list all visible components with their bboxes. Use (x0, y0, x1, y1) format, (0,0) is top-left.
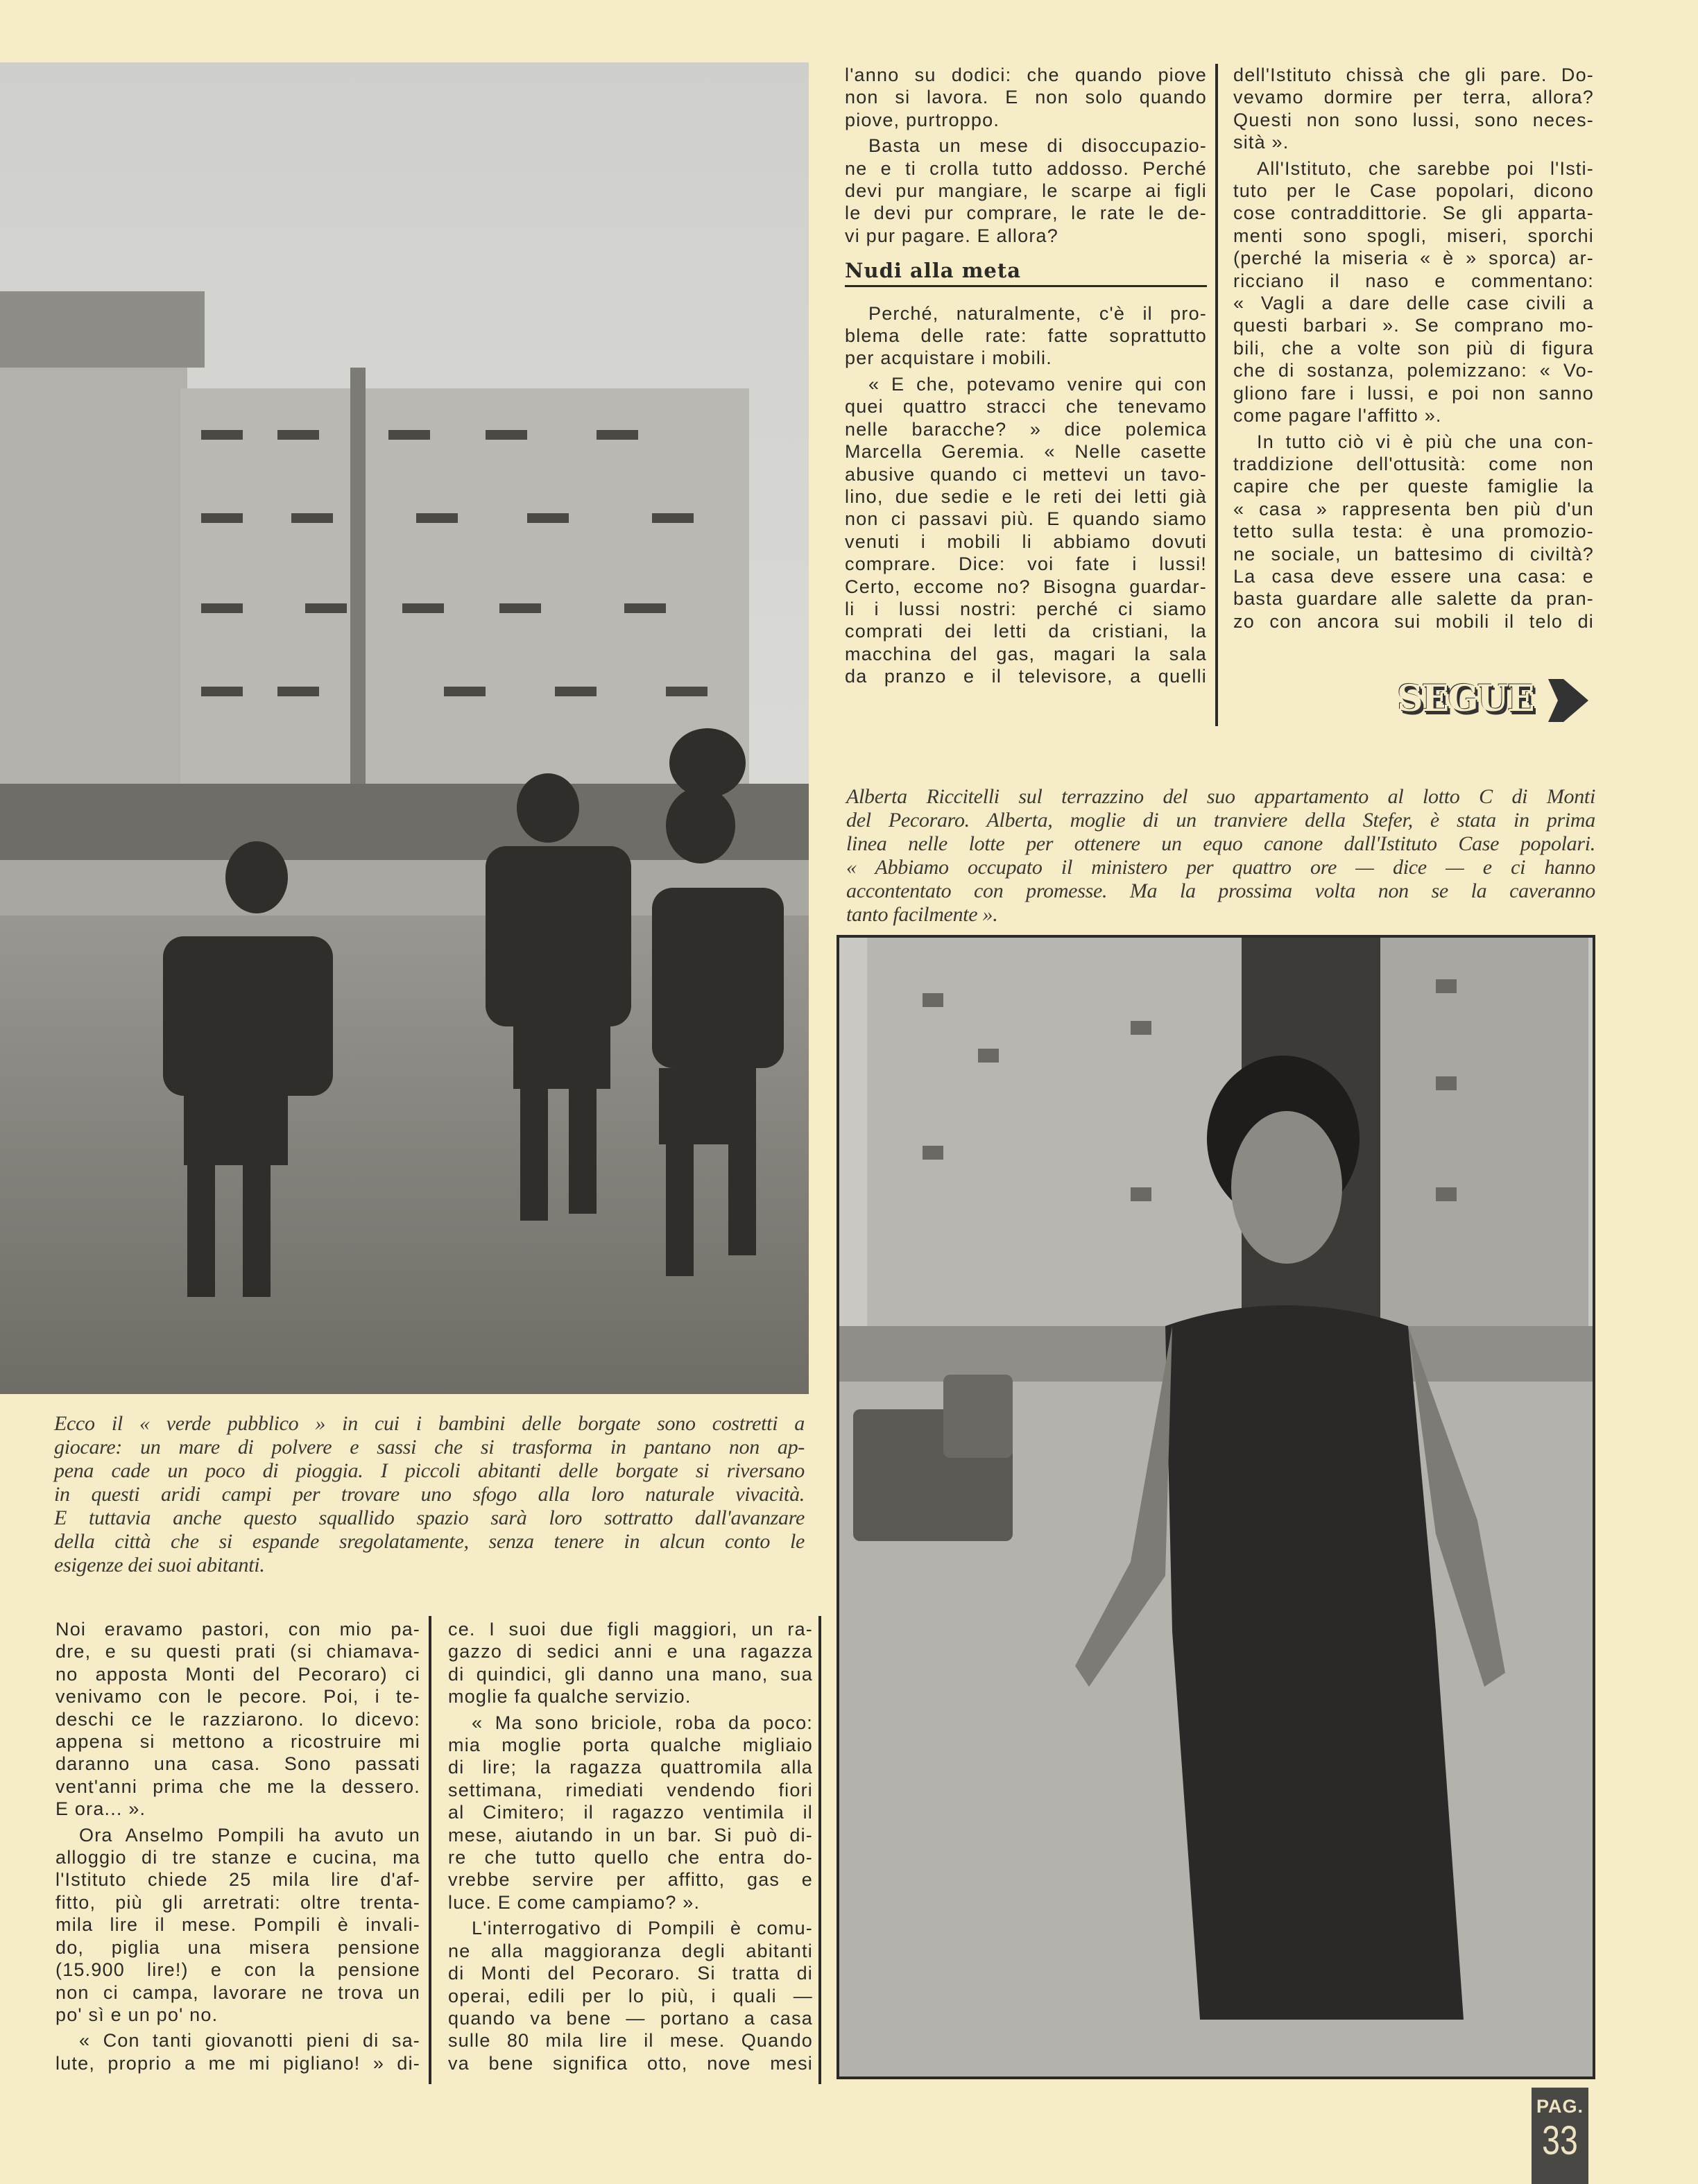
text-line: l'Istituto chiede 25 mila lire d'af- (55, 1869, 420, 1891)
text-line: Basta un mese di disoccupazio- (868, 135, 1207, 157)
text-line: appena si mettono a ricostruire mi (55, 1731, 420, 1753)
paragraph (845, 64, 1207, 131)
caption-line: accontentato con promesse. Ma la prossima volta non se la caveranno (846, 879, 1595, 902)
text-line: quei quattro stracci che tenevamo (845, 396, 1207, 418)
continues-badge (1394, 676, 1588, 725)
paragraph (845, 302, 1207, 370)
text-line: vent'anni prima che me la dessero. (55, 1775, 420, 1797)
section-heading: Nudi alla meta (845, 259, 1207, 286)
text-line: daranno una casa. Sono passati (55, 1753, 420, 1775)
paragraph (1233, 431, 1594, 633)
text-line: di Monti del Pecoraro. Si tratta di (448, 1963, 813, 1984)
text-line: vrebbe servire per affitto, gas e (448, 1869, 813, 1891)
text-line: zo con ancora sui mobili il telo di (1233, 610, 1594, 632)
text-line: tuto per le Case popolari, dicono (1233, 180, 1594, 202)
paragraph (1233, 64, 1594, 154)
text-line: quando va bene — portano a casa (448, 2007, 813, 2029)
column-divider (429, 1616, 431, 2084)
caption-woman-photo (846, 785, 1595, 927)
text-line: di quindici, gli danno una mano, sua (448, 1663, 813, 1685)
text-line: Questi non sono lussi, sono neces- (1233, 109, 1594, 130)
text-line: ne e ti crolla tutto addosso. Perché (845, 157, 1207, 179)
text-line: l'anno su dodici: che quando piove (845, 65, 1207, 85)
text-line: lino, due sedie e le reti dei letti già (845, 485, 1207, 507)
text-line: cose contraddittorie. Se gli apparta- (1233, 203, 1594, 224)
text-line: « casa » rappresenta ben più d'un (1233, 498, 1594, 519)
paragraph (448, 1618, 813, 1708)
text-line: di lire; la ragazza quattromila alla (448, 1757, 813, 1778)
text-line: Perché, naturalmente, c'è il pro- (868, 302, 1207, 324)
caption-line: della città che si espande sregolatamente, senza tenere in alcun conto le (54, 1530, 805, 1553)
text-line: « Vagli a dare delle case civili a (1233, 293, 1594, 314)
text-line: L'interrogativo di Pompili è comu- (472, 1918, 813, 1939)
text-line: comprare. Dice: voi fate i lussi! (845, 553, 1207, 575)
page-number-box (1532, 2088, 1588, 2184)
text-line: vi pur pagare. E allora? (845, 225, 1058, 246)
text-line: « E che, potevamo venire qui con (868, 373, 1207, 395)
caption-line: del Pecoraro. Alberta, moglie di un tranviere della Stefer, è stata in prima (846, 809, 1595, 832)
text-line: venuti i mobili li abbiamo dovuti (845, 531, 1207, 552)
photo-woman-balcony (837, 935, 1595, 2079)
text-line: re che tutto quello che entra do- (448, 1847, 813, 1868)
text-line: come pagare l'affitto ». (1233, 405, 1442, 427)
text-line: ne sociale, un battesimo di civiltà? (1233, 543, 1594, 565)
caption-line: pena cade un poco di pioggia. I piccoli abitanti delle borgate si riversano (54, 1459, 805, 1482)
text-line: Certo, eccome no? Bisogna guardar- (845, 576, 1207, 597)
text-line: bili, che a volte son più di figura (1233, 337, 1594, 359)
paragraph (55, 2029, 420, 2074)
paragraph (55, 1824, 420, 2027)
segue-label: SEGUE (1397, 678, 1534, 720)
text-line: menti sono spogli, miseri, sporchi (1233, 225, 1594, 246)
text-line: vevamo dormire per terra, allora? (1233, 87, 1594, 108)
text-line: traddizione dell'ottusità: come non (1233, 453, 1594, 474)
caption-line: esigenze dei suoi abitanti. (54, 1554, 265, 1576)
text-line: gliono fare i lussi, e poi non sanno (1233, 382, 1594, 404)
text-line: mia moglie porta qualche migliaio (448, 1735, 813, 1756)
text-line: non ci passavi più. E quando siamo (845, 508, 1207, 530)
page-number: 33 (1542, 2118, 1578, 2163)
text-line: deschi ce le razziarono. Io dicevo: (55, 1708, 420, 1730)
text-line: dell'Istituto chissà che gli pare. Do- (1233, 65, 1594, 85)
text-line: blema delle rate: fatte soprattutto (845, 325, 1207, 347)
caption-children-photo (54, 1412, 805, 1577)
photo-woman-image (839, 938, 1593, 2076)
text-line: piove, purtroppo. (845, 109, 1000, 130)
text-line: po' sì e un po' no. (55, 2004, 218, 2025)
text-line: mese, aiutando in un bar. Si può di- (448, 1824, 813, 1846)
caption-line: Alberta Riccitelli sul terrazzino del suo appartamento al lotto C di Monti (846, 785, 1595, 808)
text-line: al Cimitero; il ragazzo ventimila il (448, 1802, 813, 1823)
text-line: no apposta Monti del Pecoraro) ci (55, 1663, 420, 1685)
text-line: do, piglia una misera pensione (55, 1936, 420, 1958)
article-column-bottom-left (55, 1618, 420, 2078)
paragraph (1233, 157, 1594, 427)
text-line: le devi pur comprare, le rate le de- (845, 203, 1207, 224)
paragraph (448, 1712, 813, 1914)
text-line: operai, edili per lo più, i quali — (448, 1985, 813, 2006)
text-line: capire che per queste famiglie la (1233, 476, 1594, 497)
text-line: moglie fa qualche servizio. (448, 1686, 692, 1708)
text-line: E ora... ». (55, 1798, 146, 1820)
text-line: (perché la miseria « è » sporca) ar- (1233, 248, 1594, 269)
text-line: Ora Anselmo Pompili ha avuto un (79, 1824, 420, 1846)
text-line: ce. I suoi due figli maggiori, un ra- (448, 1619, 813, 1640)
text-line: All'Istituto, che sarebbe poi l'Isti- (1257, 157, 1594, 179)
text-line: luce. E come campiamo? ». (448, 1891, 701, 1913)
paragraph (845, 135, 1207, 247)
text-line: tetto sulla testa: è una promozio- (1233, 521, 1594, 542)
caption-line: giocare: un mare di polvere e sassi che si trasforma in pantano non ap- (54, 1436, 805, 1459)
text-line: mila lire il mese. Pompili è invali- (55, 1914, 420, 1936)
caption-line: Ecco il « verde pubblico » in cui i bambini delle borgate sono costretti a (54, 1412, 805, 1435)
caption-line: tanto facilmente ». (846, 903, 998, 926)
caption-line: E tuttavia anche questo squallido spazio sarà loro sottratto dall'avanzare (54, 1506, 805, 1529)
text-line: nelle baracche? » dice polemica (845, 418, 1207, 440)
photo-children-playing-field (0, 62, 809, 1394)
text-line: « Con tanti giovanotti pieni di sa- (79, 2030, 420, 2052)
text-line: Noi eravamo pastori, con mio pa- (55, 1619, 420, 1640)
text-line: per acquistare i mobili. (845, 347, 1052, 369)
text-line: gazzo di sedici anni e una ragazza (448, 1641, 813, 1662)
caption-line: « Abbiamo occupato il ministero per quattro ore — dice — e ci hanno (846, 856, 1595, 879)
caption-line: linea nelle lotte per ottenere un equo canone dall'Istituto Case popolari. (846, 832, 1595, 855)
text-line: macchina del gas, magari la sala (845, 643, 1207, 664)
article-column-right (1233, 64, 1594, 636)
text-line: alloggio di tre stanze e cucina, ma (55, 1847, 420, 1868)
paragraph (448, 1917, 813, 2074)
text-line: non si lavora. E non solo quando (845, 87, 1207, 108)
text-line: comprati dei letti da cristiani, la (845, 621, 1207, 642)
text-line: sità ». (1233, 132, 1289, 153)
paragraph (55, 1618, 420, 1821)
text-line: dre, e su questi prati (si chiamava- (55, 1641, 420, 1662)
text-line: venivamo con le pecore. Poi, i te- (55, 1686, 420, 1708)
article-column-bottom-right (448, 1618, 813, 2078)
text-line: devi pur mangiare, le scarpe ai figli (845, 180, 1207, 202)
text-line: che di sostanza, polemizzano: « Vo- (1233, 360, 1594, 381)
caption-line: in questi aridi campi per trovare uno sfogo alla loro naturale vivacità. (54, 1483, 805, 1506)
paragraph (845, 373, 1207, 688)
column-divider (818, 1616, 821, 2084)
text-line: lute, proprio a me mi pigliano! » di- (55, 2052, 420, 2074)
text-line: (15.900 lire!) e con la pensione (55, 1959, 420, 1981)
text-line: ne alla maggioranza degli abitanti (448, 1940, 813, 1961)
text-line: sulle 80 mila lire il mese. Quando (448, 2030, 813, 2052)
article-column-middle (845, 64, 1207, 691)
text-line: basta guardare alle salette da pran- (1233, 588, 1594, 610)
text-line: « Ma sono briciole, roba da poco: (472, 1712, 813, 1733)
text-line: fitto, più gli arretrati: oltre trenta- (55, 1891, 420, 1913)
text-line: questi barbari ». Se comprano mo- (1233, 315, 1594, 336)
column-divider (1215, 64, 1218, 726)
text-line: abusive quando ci mettevi un tavo- (845, 463, 1207, 485)
text-line: li i lussi nostri: perché ci siamo (845, 598, 1207, 619)
text-line: non ci campa, lavorare ne trova un (55, 1981, 420, 2003)
photo-children-image (0, 62, 809, 1394)
arrow-right-icon (1548, 679, 1590, 722)
text-line: da pranzo e il televisore, a quelli (845, 666, 1207, 687)
text-line: ricciano il naso e commentano: (1233, 270, 1594, 291)
text-line: va bene significa otto, nove mesi (448, 2052, 813, 2074)
text-line: In tutto ciò vi è più che una con- (1257, 431, 1594, 452)
text-line: settimana, rimediati vendendo fiori (448, 1779, 813, 1800)
text-line: La casa deve essere una casa: e (1233, 565, 1594, 587)
text-line: Marcella Geremia. « Nelle casette (845, 441, 1207, 463)
page-label: PAG. (1536, 2096, 1584, 2117)
